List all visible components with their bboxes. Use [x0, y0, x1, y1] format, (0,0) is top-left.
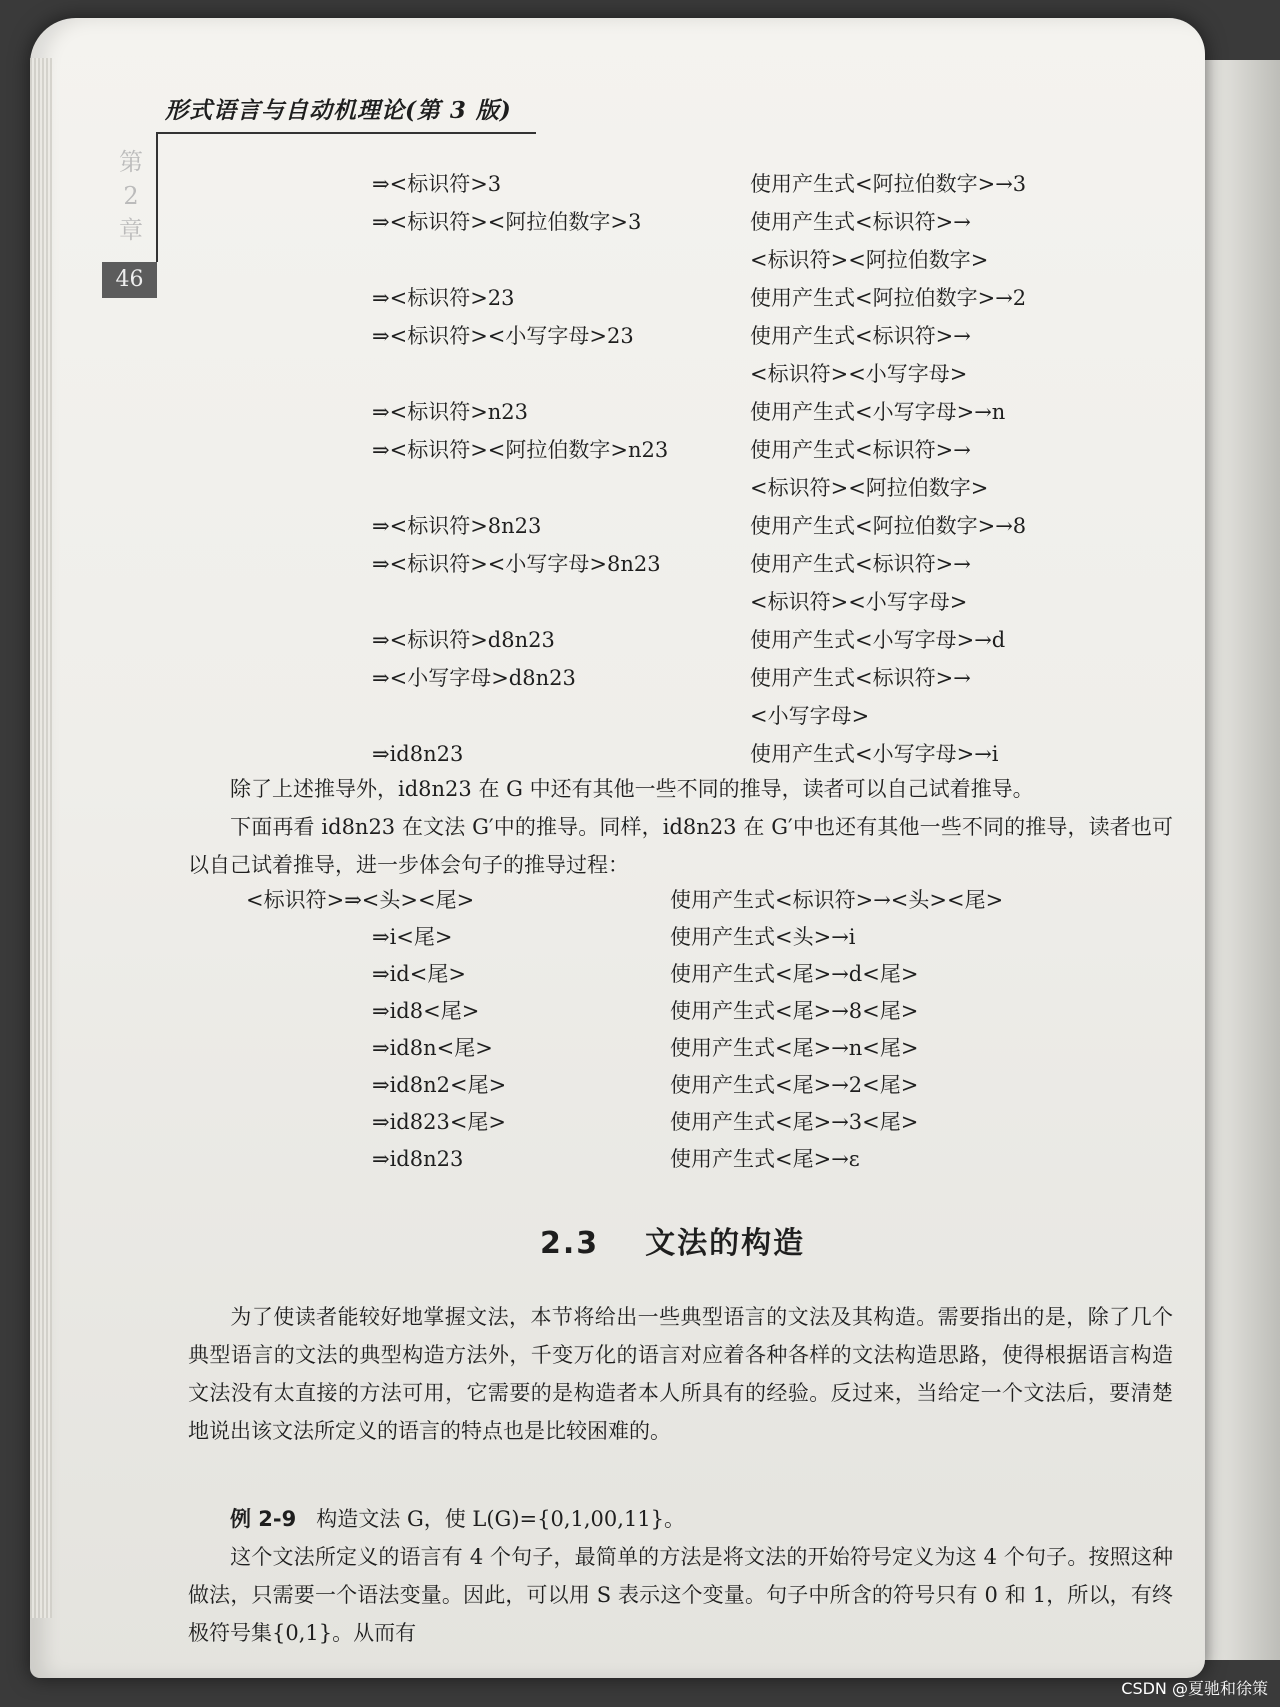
derivation-rule: <标识符><小写字母> [750, 362, 968, 386]
derivation-step: ⇒<标识符>n23 [372, 400, 529, 424]
derivation-rule: 使用产生式<尾>→n<尾> [670, 1036, 919, 1060]
derivation-rule: 使用产生式<阿拉伯数字>→3 [750, 172, 1027, 196]
derivation-step: ⇒<标识符>d8n23 [372, 628, 555, 652]
derivation-rule: 使用产生式<头>→i [670, 925, 856, 949]
derivation-step: ⇒<标识符>3 [372, 172, 502, 196]
header-rule [156, 132, 536, 134]
derivation-rule: 使用产生式<标识符>→ [750, 210, 971, 234]
derivation-step: ⇒id8n23 [372, 1147, 464, 1171]
derivation-step: ⇒<标识符><阿拉伯数字>n23 [372, 438, 669, 462]
derivation-rule: 使用产生式<标识符>→ [750, 666, 971, 690]
header-vertical-rule [156, 132, 158, 262]
derivation-rule: <标识符><阿拉伯数字> [750, 476, 989, 500]
derivation-step: ⇒id8n23 [372, 742, 464, 766]
derivation-rule: 使用产生式<标识符>→ [750, 324, 971, 348]
derivation-step: ⇒<标识符><阿拉伯数字>3 [372, 210, 642, 234]
derivation-rule: 使用产生式<尾>→d<尾> [670, 962, 919, 986]
paragraph-text: 除了上述推导外，id8n23 在 G 中还有其他一些不同的推导，读者可以自己试着推导。 [230, 777, 1034, 801]
derivation-rule: 使用产生式<小写字母>→i [750, 742, 999, 766]
derivation-rule: 使用产生式<尾>→ε [670, 1147, 860, 1171]
page-edge [30, 58, 52, 1618]
derivation-rule: 使用产生式<标识符>→ [750, 552, 971, 576]
page-number: 46 [102, 262, 157, 298]
derivation-step: ⇒id823<尾> [372, 1110, 507, 1134]
derivation-rule: 使用产生式<阿拉伯数字>→2 [750, 286, 1027, 310]
derivation-step: ⇒i<尾> [372, 925, 453, 949]
paragraph [188, 1298, 1173, 1450]
running-header: 形式语言与自动机理论(第 3 版) [165, 97, 512, 124]
derivation-step: ⇒<小写字母>d8n23 [372, 666, 576, 690]
derivation-step: ⇒id<尾> [372, 962, 466, 986]
derivation-step: ⇒id8n<尾> [372, 1036, 493, 1060]
derivation-step: ⇒<标识符><小写字母>23 [372, 324, 634, 348]
derivation-step: ⇒id8n2<尾> [372, 1073, 507, 1097]
chapter-mark: 第 2 章 [119, 148, 143, 244]
derivation-rule: 使用产生式<尾>→3<尾> [670, 1110, 919, 1134]
derivation-rule: 使用产生式<阿拉伯数字>→8 [750, 514, 1027, 538]
example-text: 构造文法 G，使 L(G)={0,1,00,11}。 [316, 1507, 686, 1531]
example-label: 例 2-9 [230, 1507, 297, 1531]
derivation-rule: 使用产生式<小写字母>→n [750, 400, 1006, 424]
derivation-step: ⇒<标识符>23 [372, 286, 515, 310]
derivation-rule: <标识符><小写字母> [750, 590, 968, 614]
derivation-step: <标识符>⇒<头><尾> [246, 888, 475, 912]
derivation-rule: 使用产生式<尾>→2<尾> [670, 1073, 919, 1097]
derivation-rule: <小写字母> [750, 704, 870, 728]
section-number: 2.3 [540, 1226, 600, 1261]
paragraph-text: 下面再看 id8n23 在文法 G′中的推导。同样，id8n23 在 G′中也还有其他一些不同的推导，读者也可以自己试着推导，进一步体会句子的推导过程： [188, 815, 1173, 877]
derivation-step: ⇒<标识符><小写字母>8n23 [372, 552, 661, 576]
section-heading [540, 1218, 805, 1262]
watermark: CSDN @夏驰和徐策 [1121, 1679, 1268, 1698]
paragraph [188, 1538, 1173, 1652]
paragraph-text: 为了使读者能较好地掌握文法，本节将给出一些典型语言的文法及其构造。需要指出的是，除了几个典型语言的文法的典型构造方法外，千变万化的语言对应着各种各样的文法构造思路，使得根据语言构造文法没有太直接的方法可用，它需要的是构造者本人所具有的经验。反过来，当给定一个文法后，要清楚地说出该文法所定义的语言的特点也是比较困难的。 [188, 1305, 1173, 1443]
derivation-step: ⇒id8<尾> [372, 999, 480, 1023]
paragraph-text: 这个文法所定义的语言有 4 个句子，最简单的方法是将文法的开始符号定义为这 4 个句子。按照这种做法，只需要一个语法变量。因此，可以用 S 表示这个变量。句子中所含的符号只有 0 和 1，所以，有终极符号集{0,1}。从而有 [188, 1545, 1173, 1645]
derivation-rule: 使用产生式<小写字母>→d [750, 628, 1006, 652]
section-title: 文法的构造 [645, 1226, 806, 1261]
paragraph [188, 808, 1173, 884]
derivation-rule: <标识符><阿拉伯数字> [750, 248, 989, 272]
derivation-rule: 使用产生式<标识符>→ [750, 438, 971, 462]
derivation-rule: 使用产生式<尾>→8<尾> [670, 999, 919, 1023]
example-line [188, 1500, 1173, 1538]
paragraph [188, 770, 1173, 808]
derivation-step: ⇒<标识符>8n23 [372, 514, 542, 538]
derivation-rule: 使用产生式<标识符>→<头><尾> [670, 888, 1004, 912]
